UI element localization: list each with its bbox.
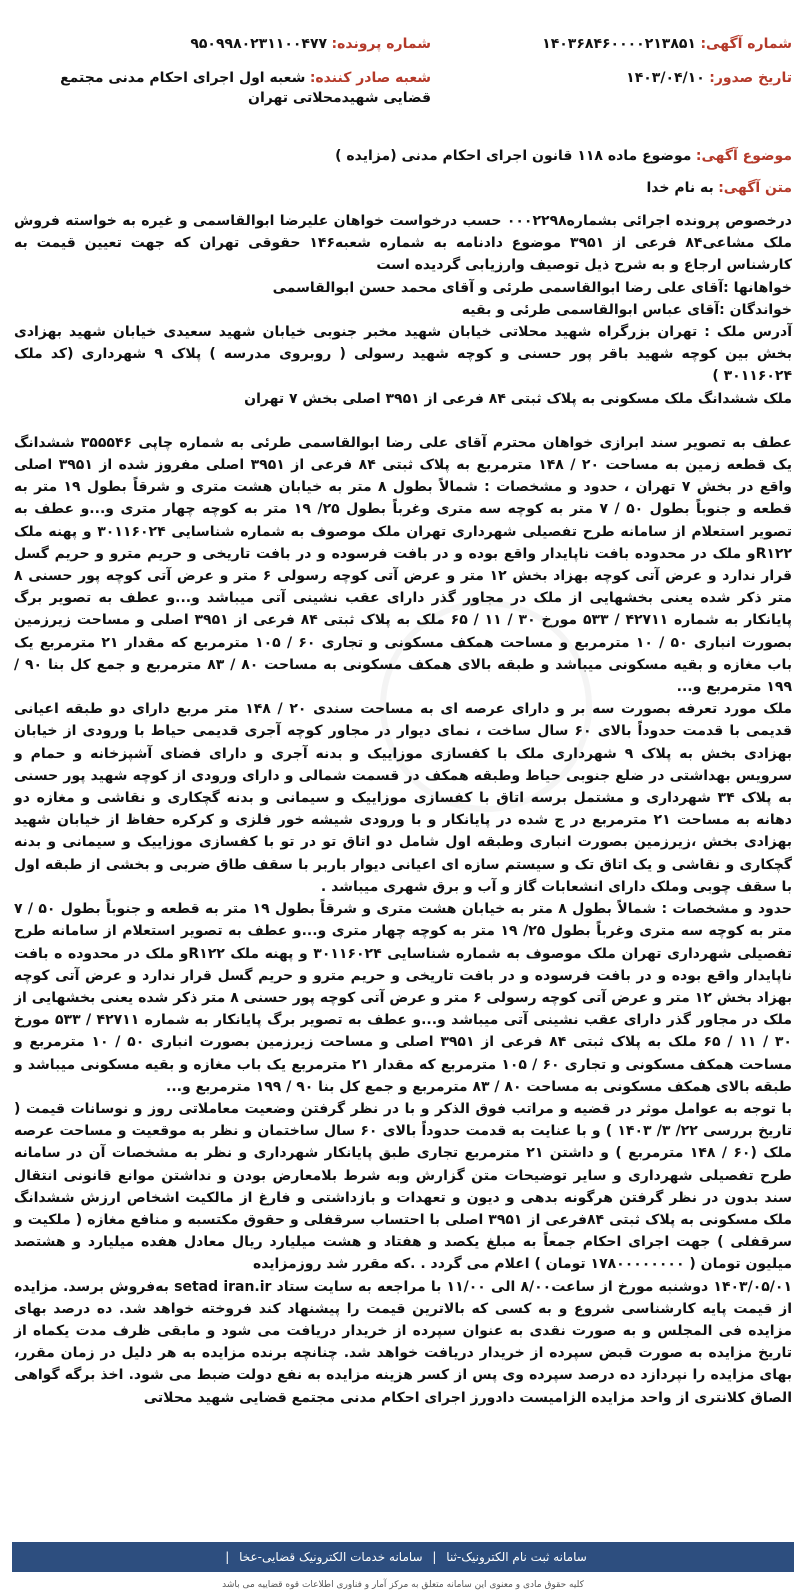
subject-value: موضوع ماده ۱۱۸ قانون اجرای احکام مدنی (مزایده ): [335, 148, 692, 164]
text-label: متن آگهی:: [718, 180, 792, 196]
paragraph-property: ملک ششدانگ ملک مسکونی به پلاک ثبتی ۸۴ فرعی از ۳۹۵۱ اصلی بخش ۷ تهران: [244, 390, 792, 407]
ad-number-value: ۱۴۰۳۶۸۴۶۰۰۰۰۲۱۳۸۵۱: [542, 36, 696, 52]
footer-link-sana[interactable]: سامانه ثبت نام الکترونیک-ثنا: [446, 1550, 587, 1564]
paragraph-plaintiffs: خواهانها :آقای علی رضا ابوالقاسمی طرئی و آقای محمد حسن ابوالقاسمی: [272, 279, 792, 296]
issuing-branch-row: [21, 68, 431, 108]
issuing-branch-label: شعبه صادر کننده:: [309, 70, 431, 86]
paragraph-defendants: خواندگان :آقای عباس ابوالقاسمی طرئی و بقیه: [461, 301, 792, 318]
case-number-value: ۹۵۰۹۹۸۰۲۳۱۱۰۰۴۷۷: [190, 36, 328, 52]
paragraph-valuation: با توجه به عوامل موثر در قضیه و مراتب فوق الذکر و با در نظر گرفتن وضعیت معاملاتی روز و نوسانات قیمت ( تاریخ بررسی ۲۲/ ۳/ ۱۴۰۳ ) و با عنایت به قدمت حدوداً بالای ۶۰ سال ساختمان و نظر به موقعیت و مساحت عرصه ملک (۶۰ / ۱۴۸ مترمربع ) و داشتن ۲۱ مترمربع تجاری طبق پایانکار شهرداری و نظر به مشخصات آن در سامانه طرح تفصیلی شهرداری و سایر توضیحات متن گزارش وبه شرط بلامعارض بودن و نداشتن موانع قانونی انتقال سند بدون در نظر گرفتن هرگونه بدهی و دیون و تعهدات و بازداشتی و فارغ از مالکیت اشخاص ارزش ششدانگ ملک مسکونی به پلاک ثبتی ۸۴فرعی از ۳۹۵۱ اصلی با احتساب سرقفلی و حقوق مکتسبه و منافع مغازه ( ملکیت و سرقفلی ) جهت اجرای احکام جمعاً به مبلغ یکصد و هفتاد و هشت میلیارد ریال معادل هفده میلیارد و هشتصد میلیون تومان ( ۱۷۸۰۰۰۰۰۰۰۰ تومان ) اعلام می گردد . .که مقرر شد روزمزایده: [14, 1100, 793, 1273]
footer-separator: |: [225, 1550, 230, 1564]
paragraph-case: درخصوص پرونده اجرائی بشماره۰۰۰۲۲۹۸ حسب درخواست خواهان علیرضا ابوالقاسمی و غیره به خواسته فروش ملک مشاعی۸۴ فرعی از ۳۹۵۱ موضوع دادنامه به شماره شعبه۱۴۶ حقوقی تهران که جهت تعیین قیمت به کارشناس ارجاع و به شرح ذیل توصیف وارزیابی گردیده است: [14, 213, 793, 274]
subject-row: [12, 146, 792, 166]
ad-number-label: شماره آگهی:: [700, 36, 792, 52]
issue-date-row: [462, 68, 792, 88]
paragraph-boundaries: حدود و مشخصات : شمالاً بطول ۸ متر به خیابان هشت متری و شرقاً بطول ۱۹ متر به قطعه و جنوباً بطول ۵۰ / ۷ متر به کوچه سه متری وغرباً بطول ۲۵/ ۱۹ متر به کوچه چهار متری و...و عطف به تصویر استعلام از سامانه طرح تفصیلی شهرداری تهران ملک موصوف به شماره شناسایی ۳۰۱۱۶۰۲۴ و پهنه ملک R۱۲۲و ملک در محدوده ه بافت ناپایدار واقع بوده و در بافت فرسوده و در بافت تاریخی و حریم مترو و حریم گسل قرار ندارد و عرض آتی کوچه بهزاد بخش ۱۲ متر و عرض آتی کوچه رسولی ۶ متر و عرض آتی کوچه پور حسنی ۸ متر ذکر شده یعنی بخشهایی از ملک در مجاور گذر دارای عقب نشینی آتی میباشد و...و عطف به تصویر برگ پایانکار به شماره ۴۲۷۱۱ / ۵۳۳ مورخ ۳۰ / ۱۱ / ۶۵ ملک به پلاک ثبتی ۸۴ فرعی از ۳۹۵۱ اصلی و مساحت زیرزمین بصورت انباری ۵۰ / ۱۰ مترمربع و مساحت همکف مسکونی و تجاری ۶۰ / ۱۰۵ مترمربع که مقدار ۲۱ مترمربع یک باب مغازه و بقیه مسکونی میباشد و طبقه بالای همکف مسکونی به مساحت ۸۰ / ۸۳ مترمربع و جمع کل بنا ۹۰ / ۱۹۹ مترمربع و...: [14, 901, 793, 1095]
case-number-row: [21, 34, 431, 54]
footer-link-adliran[interactable]: سامانه خدمات الکترونیک قضایی-عخا: [239, 1550, 423, 1564]
footer-bar: [12, 1542, 794, 1572]
footer-separator: |: [432, 1550, 437, 1564]
text-label-row: [12, 178, 792, 198]
paragraph-auction: ۱۴۰۳/۰۵/۰۱ دوشنبه مورخ از ساعت۸/۰۰ الی ۱۱/۰۰ با مراجعه به سایت ستاد setad iran.ir به‌فروش برسد. مزایده از قیمت پایه کارشناسی شروع و به کسی که بالاترین قیمت را پیشنهاد کند فروخته خواهد شد. ده درصد بهای مزایده فی المجلس و به صورت نقدی به عنوان سپرده از خریدار دریافت می شود و مابقی ظرف مدت یکماه از تاریخ مزایده به صورت قبض سپرده از خریدار دریافت خواهد شد. چنانچه برنده مزایده به هر دلیل در زمان مقرر، بهای مزایده را نپردازد ده درصد سپرده وی پس از کسر هزینه مزایده به نفع دولت ضبط می شود. اخذ برگه گواهی الصاق کلانتری از واحد مزایده الزامیست دادورز اجرای احکام مدنی مجتمع قضایی شهید محلاتی: [14, 1278, 792, 1406]
paragraph-address: آدرس ملک : تهران بزرگراه شهید محلاتی خیابان شهید مخبر جنوبی خیابان شهید سعیدی خیابان شهید بهزادی بخش بین کوچه شهید باقر پور حسنی و کوچه شهید رسولی ( روبروی مدرسه ) پلاک ۹ شهرداری (کد ملک ۳۰۱۱۶۰۲۴ ): [14, 324, 793, 385]
issuing-branch-value: شعبه اول اجرای احکام مدنی مجتمع قضایی شهیدمحلاتی تهران: [60, 70, 431, 106]
footer-copyright: کلیه حقوق مادی و معنوی این سامانه متعلق به مرکز آمار و فناوری اطلاعات قوه قضاییه می باشد: [222, 1580, 584, 1590]
text-intro: به نام خدا: [646, 180, 714, 196]
paragraph-description: ملک مورد تعرفه بصورت سه بر و دارای عرصه ای به مساحت سندی ۲۰ / ۱۴۸ متر مربع دارای دو طبقه اعیانی قدیمی با قدمت حدوداً بالای ۶۰ سال ساخت ، نمای دیوار در مجاور کوچه آجری قدیمی حیاط با ورودی از خیابان بهزادی بخش به پلاک ۹ شهرداری ملک با کفسازی موزاییک و بدنه آجری و دارای فضای آشپزخانه و حمام و سرویس بهداشتی در ضلع جنوبی حیاط وطبقه همکف در قسمت شمالی و دارای ورودی از کوچه شهید پور حسنی به پلاک ۳۴ شهرداری و مشتمل برسه اتاق با کفسازی موزاییک و سیمانی و بدنه گچکاری و نقاشی و مغازه دو دهانه به مساحت ۲۱ مترمربع در ج شده در پایانکار و با ورودی شیشه خور فلزی و کرکره حفاظ از خیابان شهید بهزادی بخش ،زیرزمین بصورت انباری وطبقه اول شامل دو اتاق تو در تو با کفسازی موزاییک و سیمانی و بدنه گچکاری و نقاشی و یک اتاق تک و سیستم سازه ای اعیانی دیوار باربر با سقف طاق ضربی و بخشی از طبقه اول با سقف چوبی وملک دارای انشعابات گاز و آب و برق شهری میباشد .: [14, 701, 793, 895]
notice-body: [14, 210, 792, 1409]
issue-date-value: ۱۴۰۳/۰۴/۱۰: [626, 70, 705, 86]
ad-number-row: [462, 34, 792, 54]
issue-date-label: تاریخ صدور:: [709, 70, 792, 86]
paragraph-deed: عطف به تصویر سند ابرازی خواهان محترم آقای علی رضا ابوالقاسمی طرئی به شماره چاپی ۳۵۵۵۴۶ ششدانگ یک قطعه زمین به مساحت ۲۰ / ۱۴۸ مترمربع به پلاک ثبتی ۸۴ فرعی از ۳۹۵۱ اصلی مفروز شده از ۳۹۵۱ اصلی واقع در بخش ۷ تهران ، حدود و مشخصات : شمالاً بطول ۸ متر به خیابان هشت متری و شرقاً بطول ۱۹ متر به قطعه و جنوباً بطول ۵۰ / ۷ متر به کوچه سه متری وغرباً بطول ۲۵/ ۱۹ متر به کوچه چهار متری و...و عطف به تصویر استعلام از سامانه طرح تفصیلی شهرداری تهران ملک موصوف به شماره شناسایی ۳۰۱۱۶۰۲۴ و پهنه ملک R۱۲۲و ملک در محدوده بافت ناپایدار واقع بوده و در بافت فرسوده و در بافت تاریخی و حریم مترو و حریم گسل قرار ندارد و عرض آتی کوچه بهزاد بخش ۱۲ متر و عرض آتی کوچه رسولی ۶ متر و عرض آتی کوچه پور حسنی ۸ متر ذکر شده یعنی بخشهایی از ملک در مجاور گذر دارای عقب نشینی آتی میباشد و...و عطف به تصویر برگ پایانکار به شماره ۴۲۷۱۱ / ۵۳۳ مورخ ۳۰ / ۱۱ / ۶۵ ملک به پلاک ثبتی ۸۴ فرعی از ۳۹۵۱ اصلی و مساحت زیرزمین بصورت انباری ۵۰ / ۱۰ مترمربع و مساحت همکف مسکونی و تجاری ۶۰ / ۱۰۵ مترمربع که مقدار ۲۱ مترمربع یک باب مغازه و بقیه مسکونی میباشد و طبقه بالای همکف مسکونی به مساحت ۸۰ / ۸۳ مترمربع و جمع کل بنا ۹۰ / ۱۹۹ مترمربع و...: [14, 434, 793, 696]
case-number-label: شماره پرونده:: [331, 36, 431, 52]
subject-label: موضوع آگهی:: [695, 148, 792, 164]
